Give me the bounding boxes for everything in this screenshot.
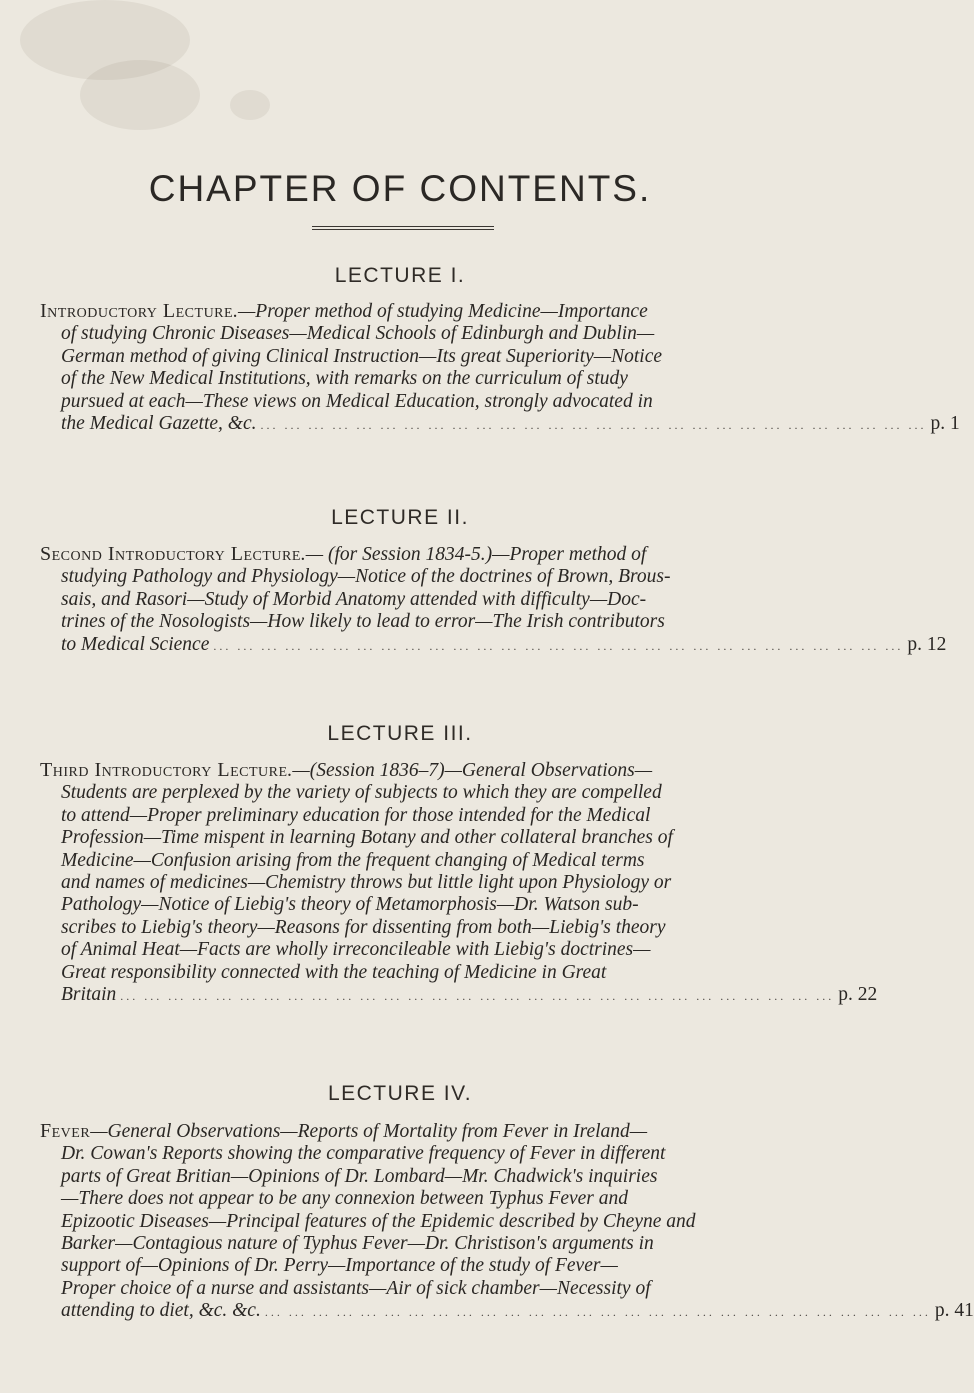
lecture-4-heading: LECTURE IV. <box>327 1082 473 1105</box>
lecture-4-lead: Fever <box>40 1120 91 1142</box>
lecture-3-line-4: Profession—Time mispent in learning Botany and other collateral branches of <box>61 827 673 849</box>
lecture-2-lead: Second Introductory Lecture <box>40 543 301 565</box>
lecture-4-line-5: Epizootic Diseases—Principal features of the Epidemic described by Cheyne and <box>61 1210 696 1232</box>
lecture-1-page-number: p. 1 <box>930 413 960 435</box>
lecture-1-entry <box>40 300 960 436</box>
title-rule <box>312 226 494 230</box>
lecture-3-line-10: Great responsibility connected with the teaching of Medicine in Great <box>61 961 607 983</box>
lecture-3-line-9: of Animal Heat—Facts are wholly irreconcileable with Liebig's doctrines— <box>61 939 651 961</box>
lecture-1-last-line: the Medical Gazette, &c. ... ... ... ... ... ... ... ... ... ... ... ... ... ... ... ... ... ... ... ... ... ... ... ... ... ... ... ... p. 1 <box>61 413 780 436</box>
lecture-3-line-7: Pathology—Notice of Liebig's theory of Metamorphosis—Dr. Watson sub- <box>61 894 639 916</box>
lecture-3-line-5: Medicine—Confusion arising from the frequent changing of Medical terms <box>61 849 645 871</box>
lecture-2-last-line: to Medical Science ... ... ... ... ... ... ... ... ... ... ... ... ... ... ... ... ... ... ... ... ... ... ... ... ... ... ... ... ... p. 12 <box>61 634 780 657</box>
lecture-4-line-1: Fever—General Observations—Reports of Mortality from Fever in Ireland— <box>40 1120 648 1142</box>
paper-stain <box>80 60 200 130</box>
lecture-3-last-line: Britain ... ... ... ... ... ... ... ... ... ... ... ... ... ... ... ... ... ... ... ... ... ... ... ... ... ... ... ... ... ... p. 22 <box>61 984 780 1007</box>
lecture-4-last-line: attending to diet, &c. &c. ... ... ... ... ... ... ... ... ... ... ... ... ... ... ... ... ... ... ... ... ... ... ... ... ... ... ... ... p. 41 <box>61 1300 780 1323</box>
lecture-3-line-8: scribes to Liebig's theory—Reasons for dissenting from both—Liebig's theory <box>61 916 666 938</box>
lecture-3-lead: Third Introductory Lecture <box>40 759 288 781</box>
lecture-3-line-3: to attend—Proper preliminary education for those intended for the Medical <box>61 804 651 826</box>
lecture-3-entry <box>40 759 878 1007</box>
lecture-4-line-8: Proper choice of a nurse and assistants—Air of sick chamber—Necessity of <box>61 1277 651 1299</box>
lecture-4-line-3: parts of Great Britian—Opinions of Dr. Lombard—Mr. Chadwick's inquiries <box>61 1165 658 1187</box>
lecture-3-line-1: Third Introductory Lecture.—(Session 1836–7)—General Observations— <box>40 759 653 781</box>
lecture-1-line-2: of studying Chronic Diseases—Medical Schools of Edinburgh and Dublin— <box>61 323 655 345</box>
lecture-4-line-4: —There does not appear to be any connexion between Typhus Fever and <box>61 1188 628 1210</box>
page-title: CHAPTER OF CONTENTS. <box>148 168 652 209</box>
lecture-3-heading: LECTURE III. <box>327 722 473 745</box>
lecture-2-line-1: Second Introductory Lecture.— (for Session 1834-5.)—Proper method of <box>40 543 647 565</box>
lecture-1-line-5: pursued at each—These views on Medical Education, strongly advocated in <box>61 390 653 412</box>
lecture-1-line-1: Introductory Lecture.—Proper method of studying Medicine—Importance <box>40 300 648 322</box>
dot-leader: ... ... ... ... ... ... ... ... ... ... ... ... ... ... ... ... ... ... ... ... ... ... ... ... ... ... ... ... <box>260 418 927 433</box>
lecture-1-lead: Introductory Lecture <box>40 300 234 322</box>
lecture-3-line-6: and names of medicines—Chemistry throws but little light upon Physiology or <box>61 872 672 894</box>
lecture-4-entry <box>40 1120 974 1324</box>
lecture-3-line-2: Students are perplexed by the variety of subjects to which they are compelled <box>61 782 662 804</box>
lecture-1-line-3: German method of giving Clinical Instruction—Its great Superiority—Notice <box>61 345 663 367</box>
dot-leader: ... ... ... ... ... ... ... ... ... ... ... ... ... ... ... ... ... ... ... ... ... ... ... ... ... ... ... ... ... <box>213 638 904 653</box>
lecture-4-line-6: Barker—Contagious nature of Typhus Fever—Dr. Christison's arguments in <box>61 1233 654 1255</box>
lecture-2-page-number: p. 12 <box>907 633 947 655</box>
lecture-2-line-4: trines of the Nosologists—How likely to lead to error—The Irish contributors <box>61 611 665 633</box>
lecture-4-line-7: support of—Opinions of Dr. Perry—Importance of the study of Fever— <box>61 1255 618 1277</box>
lecture-1-line-4: of the New Medical Institutions, with remarks on the curriculum of study <box>61 368 628 390</box>
lecture-4-line-2: Dr. Cowan's Reports showing the comparative frequency of Fever in different <box>61 1143 666 1165</box>
lecture-1-heading: LECTURE I. <box>334 264 466 287</box>
lecture-3-page-number: p. 22 <box>838 984 878 1006</box>
dot-leader: ... ... ... ... ... ... ... ... ... ... ... ... ... ... ... ... ... ... ... ... ... ... ... ... ... ... ... ... ... ... <box>120 989 835 1004</box>
lecture-2-heading: LECTURE II. <box>331 506 469 529</box>
lecture-2-line-3: sais, and Rasori—Study of Morbid Anatomy attended with difficulty—Doc- <box>61 588 647 610</box>
lecture-4-page-number: p. 41 <box>934 1300 974 1322</box>
paper-stain <box>230 90 270 120</box>
lecture-2-line-2: studying Pathology and Physiology—Notice of the doctrines of Brown, Brous- <box>61 566 671 588</box>
lecture-2-entry <box>40 543 947 657</box>
dot-leader: ... ... ... ... ... ... ... ... ... ... ... ... ... ... ... ... ... ... ... ... ... ... ... ... ... ... ... ... <box>264 1305 931 1320</box>
